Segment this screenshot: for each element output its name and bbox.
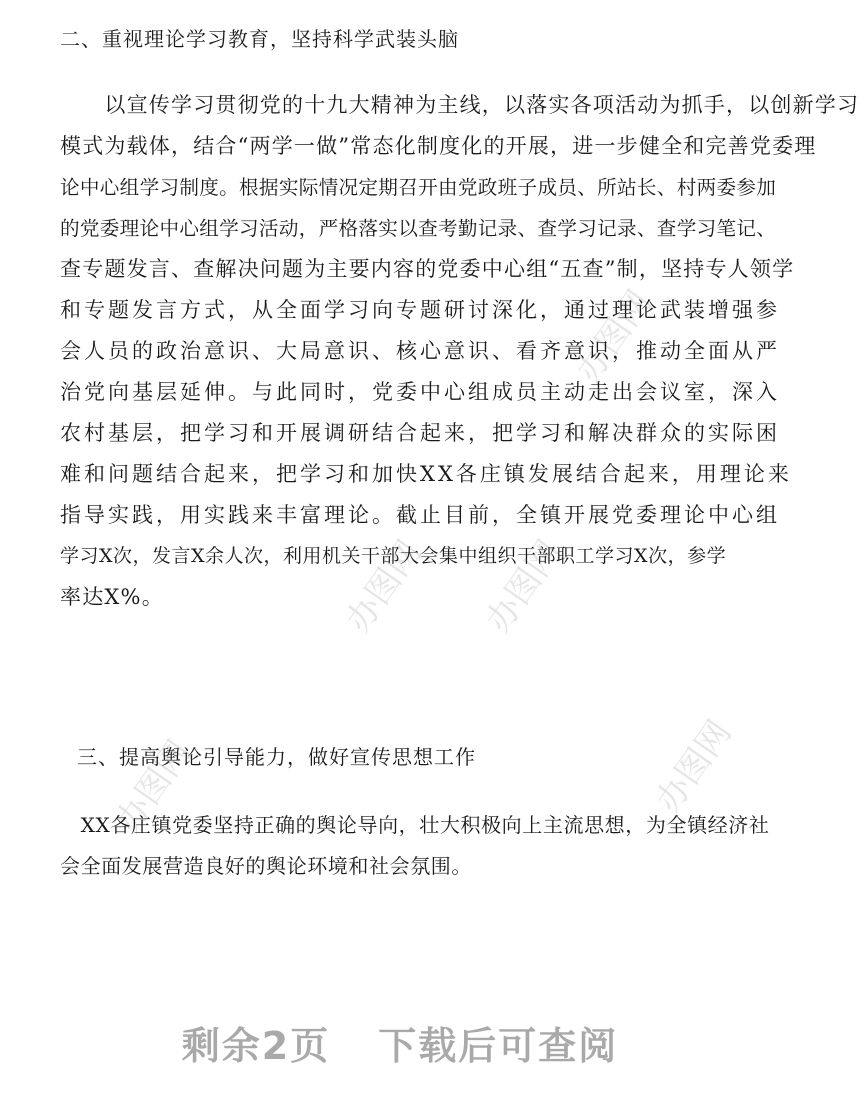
section-2-heading: 二、重视理论学习教育，坚持科学武装头脑 <box>60 27 459 51</box>
section-3-heading: 三、提高舆论引导能力，做好宣传思想工作 <box>77 745 476 769</box>
body-line: 难和问题结合起来，把学习和加快XX各庄镇发展结合起来，用理论来 <box>60 462 792 486</box>
body-line: 农村基层，把学习和开展调研结合起来，把学习和解决群众的实际困 <box>60 421 780 445</box>
body-line: 的党委理论中心组学习活动，严格落实以查考勤记录、查学习记录、查学习笔记、 <box>60 217 777 240</box>
watermark: 办图网 <box>478 533 570 640</box>
body-line: 会全面发展营造良好的舆论环境和社会氛围。 <box>60 854 472 878</box>
section-2-body <box>60 85 859 618</box>
body-line: 和专题发言方式，从全面学习向专题研讨深化，通过理论武装增强参 <box>60 298 780 322</box>
body-line: 以宣传学习贯彻党的十九大精神为主线，以落实各项活动为抓手，以创新学习 <box>60 93 859 117</box>
download-prompt[interactable] <box>0 1015 800 1070</box>
body-line: XX各庄镇党委坚持正确的舆论导向，壮大积极向上主流思想，为全镇经济社 <box>60 813 770 837</box>
body-line: 治党向基层延伸。与此同时，党委中心组成员主动走出会议室，深入 <box>60 380 780 404</box>
body-line: 论中心组学习制度。根据实际情况定期召开由党政班子成员、所站长、村两委参加 <box>60 176 777 199</box>
download-to-view-label: 下载后可查阅 <box>378 1024 619 1068</box>
body-line: 学习X次，发言X余人次，利用机关干部大会集中组织干部职工学习X次，参学 <box>60 545 727 567</box>
watermark: 办图网 <box>108 733 200 840</box>
body-line: 率达X%。 <box>60 585 164 609</box>
watermark: 办图网 <box>568 283 660 390</box>
watermark: 办图网 <box>648 713 740 820</box>
section-3-body <box>60 805 770 887</box>
body-line: 会人员的政治意识、大局意识、核心意识、看齐意识，推动全面从严 <box>60 339 780 363</box>
body-line: 模式为载体，结合“两学一做”常态化制度化的开展，进一步健全和完善党委理 <box>60 134 817 158</box>
body-line: 查专题发言、查解决问题为主要内容的党委中心组“五查”制，坚持专人领学 <box>60 257 795 281</box>
body-line: 指导实践，用实践来丰富理论。截止目前，全镇开展党委理论中心组 <box>60 503 780 527</box>
remaining-pages-label: 剩余2页 <box>181 1024 331 1068</box>
watermark: 办图网 <box>338 533 430 640</box>
